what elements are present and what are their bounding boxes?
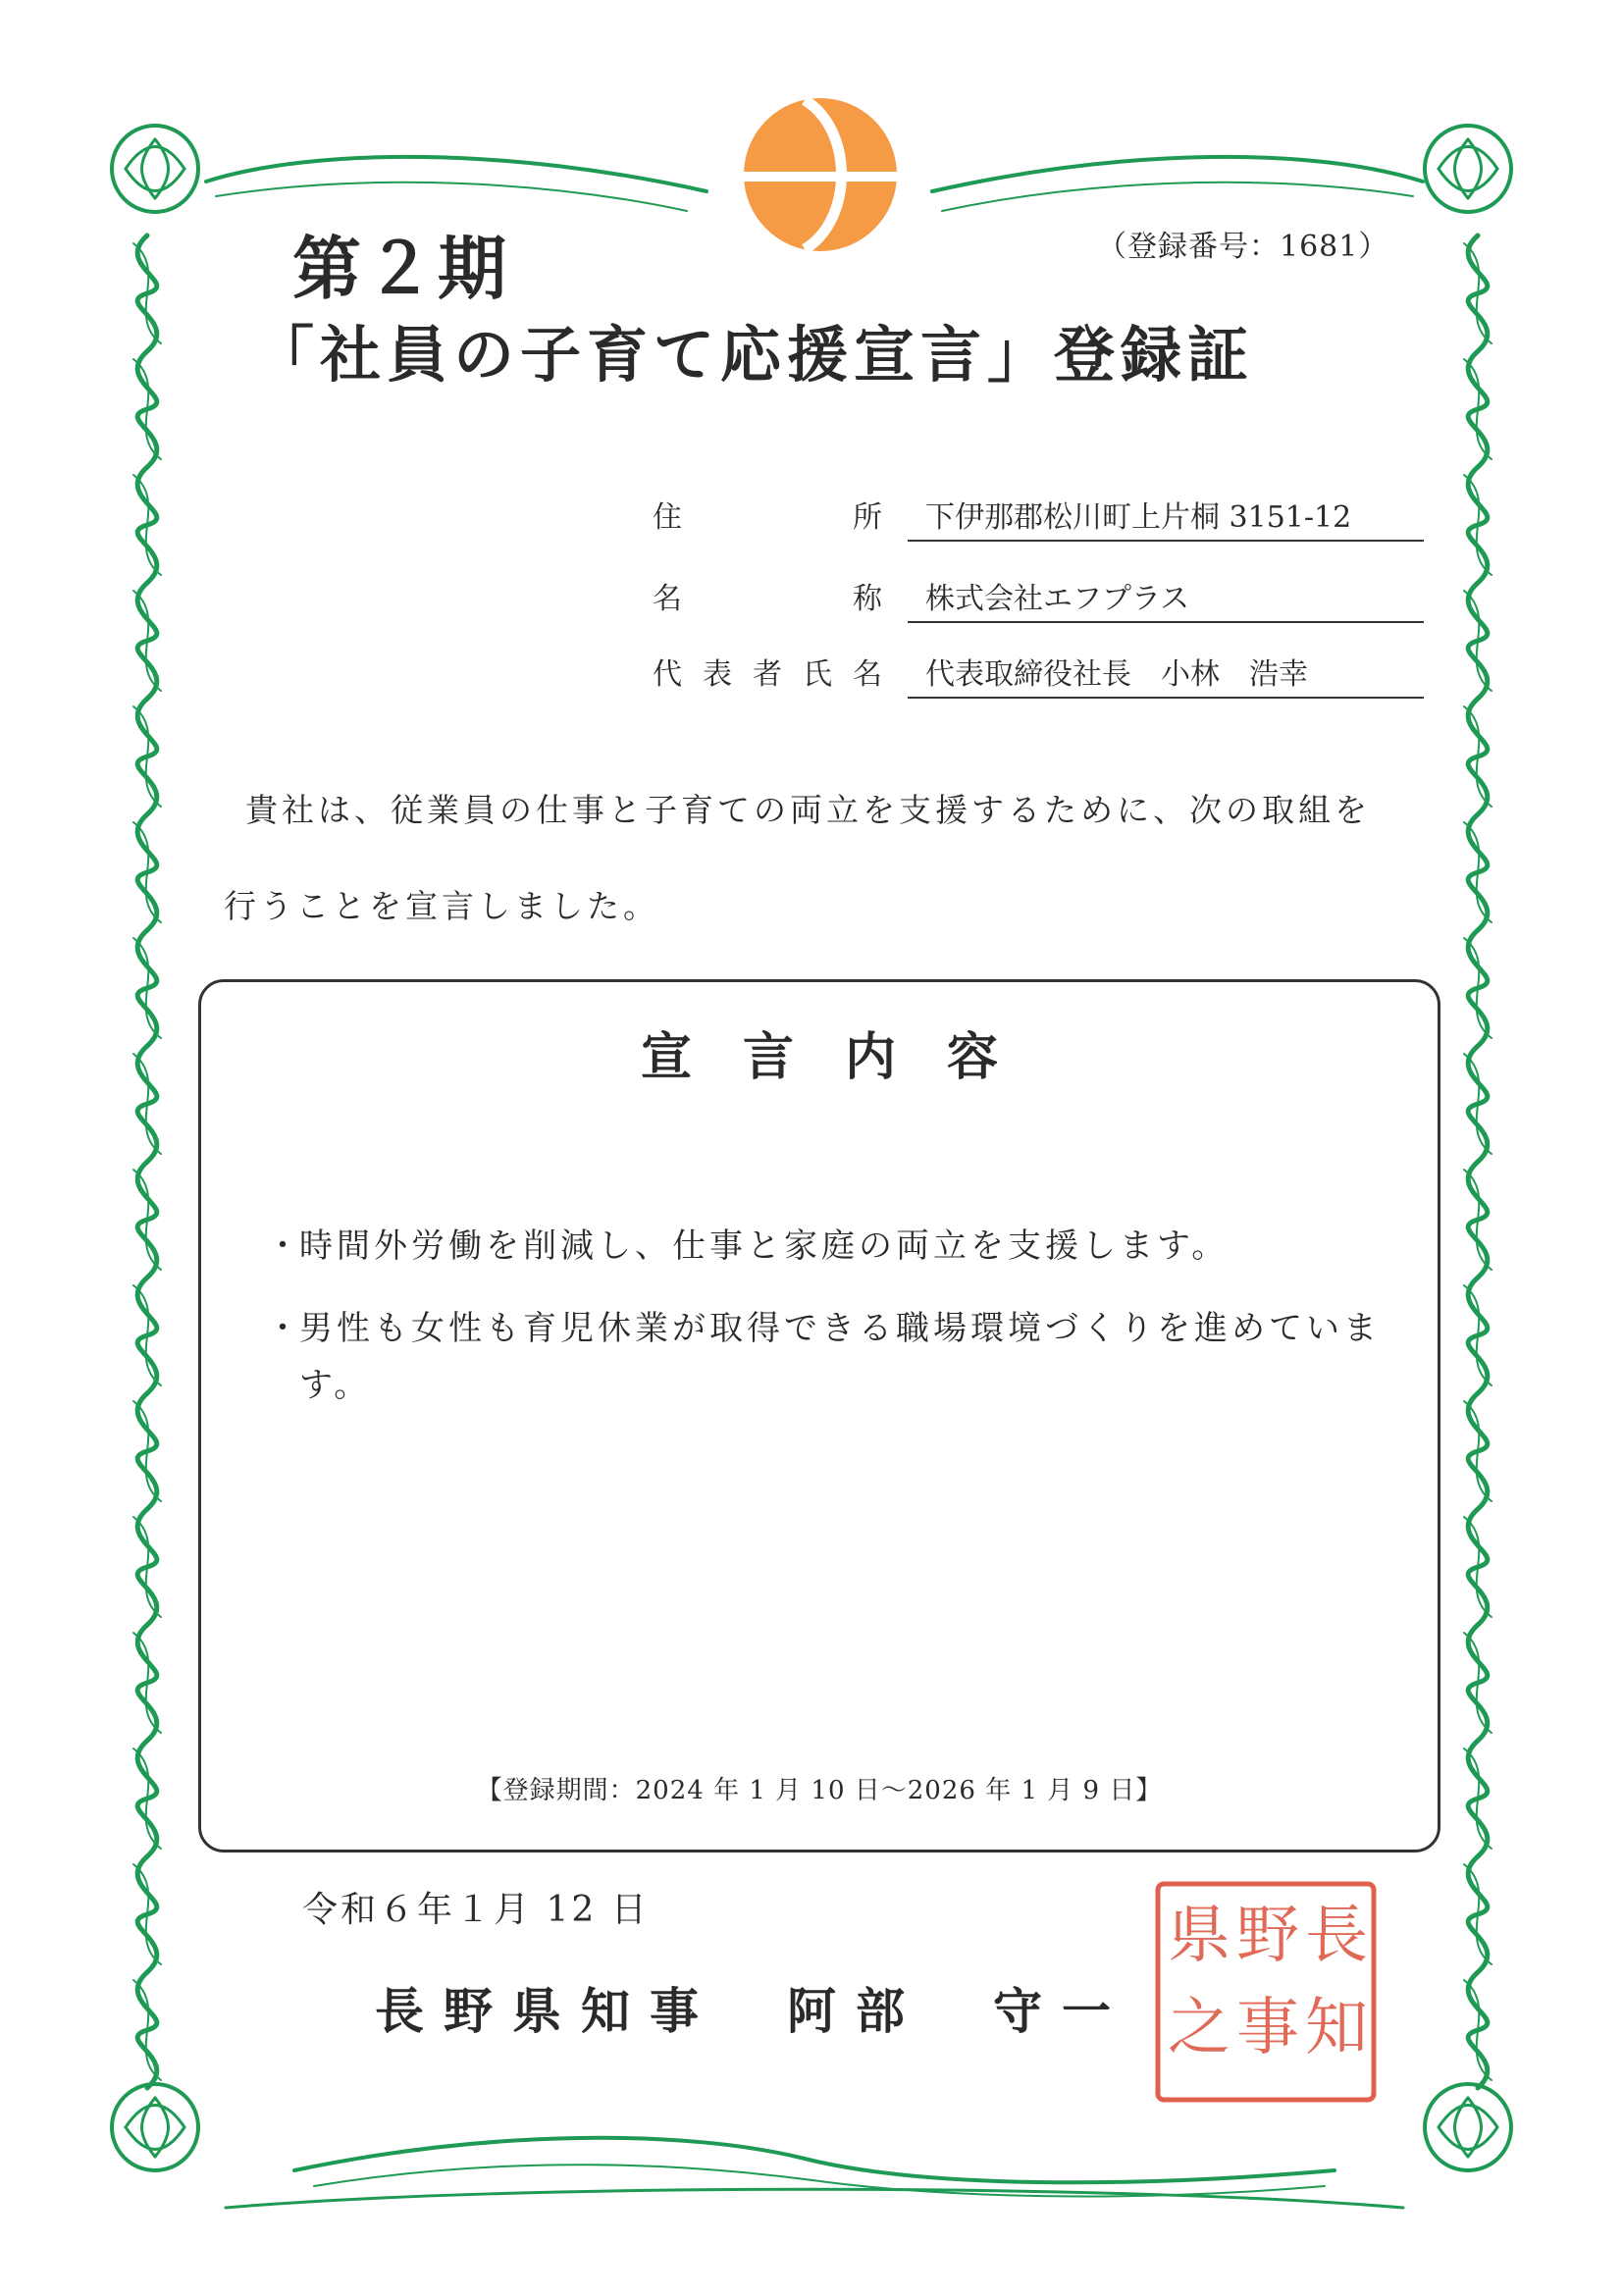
intro-line-1: 貴社は、従業員の仕事と子育ての両立を支援するために、次の取組を <box>245 791 1371 829</box>
governor-signature: 長野県知事 阿部 守一 <box>375 1982 1130 2040</box>
bullet: ・ <box>266 1226 303 1266</box>
seal-character: 県 <box>1168 1900 1230 1972</box>
company-name-row <box>653 574 1424 623</box>
intro-line-2: 行うことを宣言しました。 <box>224 887 659 925</box>
representative-row <box>653 650 1424 699</box>
company-name-label: 名 称 <box>653 582 882 616</box>
declaration-item-text: 時間外労働を削減し、仕事と家庭の両立を支援します。 <box>299 1226 1230 1266</box>
seal-character: 事 <box>1236 1992 1299 2064</box>
address-row <box>653 493 1424 542</box>
seal-character: 之 <box>1168 1992 1230 2064</box>
address-label: 住 所 <box>653 500 882 535</box>
company-name-value: 株式会社エフプラス <box>908 574 1424 623</box>
representative-value: 代表取締役社長 小林 浩幸 <box>908 650 1424 699</box>
declaration-heading: 宣言内容 <box>640 1027 1049 1087</box>
declaration-item-2 <box>266 1300 1398 1414</box>
period-title: 第２期 <box>292 228 510 309</box>
registration-number: （登録番号：1681） <box>1097 230 1389 264</box>
declaration-box <box>198 979 1440 1852</box>
issue-date: 令和６年１月 12 日 <box>302 1890 650 1930</box>
declaration-item-1 <box>266 1218 1398 1275</box>
seal-character: 知 <box>1305 1992 1368 2064</box>
address-value: 下伊那郡松川町上片桐 3151-12 <box>908 493 1424 542</box>
seal-character: 長 <box>1305 1900 1368 1972</box>
certificate-title: 「社員の子育て応援宣言」登録証 <box>253 319 1255 391</box>
representative-label: 代 表 者 氏 名 <box>653 657 882 692</box>
official-seal-stamp <box>1150 1876 1382 2108</box>
registration-period: 【登録期間：2024 年 1 月 10 日～2026 年 1 月 9 日】 <box>476 1776 1163 1805</box>
declaration-item-text: 男性も女性も育児休業が取得できる職場環境づくりを進めています。 <box>299 1309 1381 1405</box>
seal-character: 野 <box>1236 1900 1299 1972</box>
emblem-logo-icon <box>736 90 905 259</box>
bullet: ・ <box>266 1309 303 1348</box>
